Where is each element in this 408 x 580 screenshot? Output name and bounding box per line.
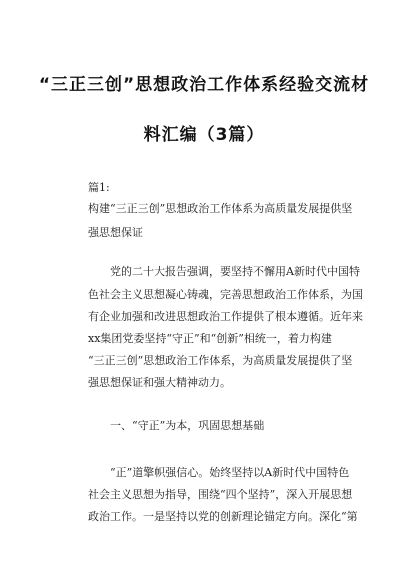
- paragraph-line: “三正三创”思想政治工作体系，为高质量发展提供了坚: [88, 354, 353, 367]
- subtitle-line: 强思想保证: [88, 226, 143, 239]
- paragraph-line: 强思想保证和强大精神动力。: [88, 376, 231, 389]
- paragraph-line: 有企业加强和改进思想政治工作提供了根本遵循。近年来: [88, 310, 363, 323]
- paragraph-line: 政治工作。一是坚持以党的创新理论锚定方向。深化“第: [88, 510, 358, 523]
- paragraph-line: xx集团党委坚持“守正”和“创新”相统一，着力构建: [88, 332, 332, 345]
- section-heading: 一、“守正”为本，巩固思想基础: [110, 419, 265, 432]
- paragraph-line: “正”道擎帜强信心。始终坚持以A新时代中国特色: [110, 466, 350, 479]
- paragraph-line: 社会主义思想为指导，围绕“四个坚持”，深入开展思想: [88, 488, 353, 501]
- subtitle-line: 构建“三正三创”思想政治工作体系为高质量发展提供坚: [88, 202, 353, 215]
- document-title-line-2: 料汇编（3篇）: [143, 125, 265, 145]
- paragraph-line: 色社会主义思想凝心铸魂，完善思想政治工作体系，为国: [88, 288, 363, 301]
- paragraph-line: 党的二十大报告强调，要坚持不懈用A新时代中国特: [110, 265, 360, 278]
- document-title-line-1: “三正三创”思想政治工作体系经验交流材: [38, 75, 370, 95]
- section-label: 篇1:: [88, 181, 110, 194]
